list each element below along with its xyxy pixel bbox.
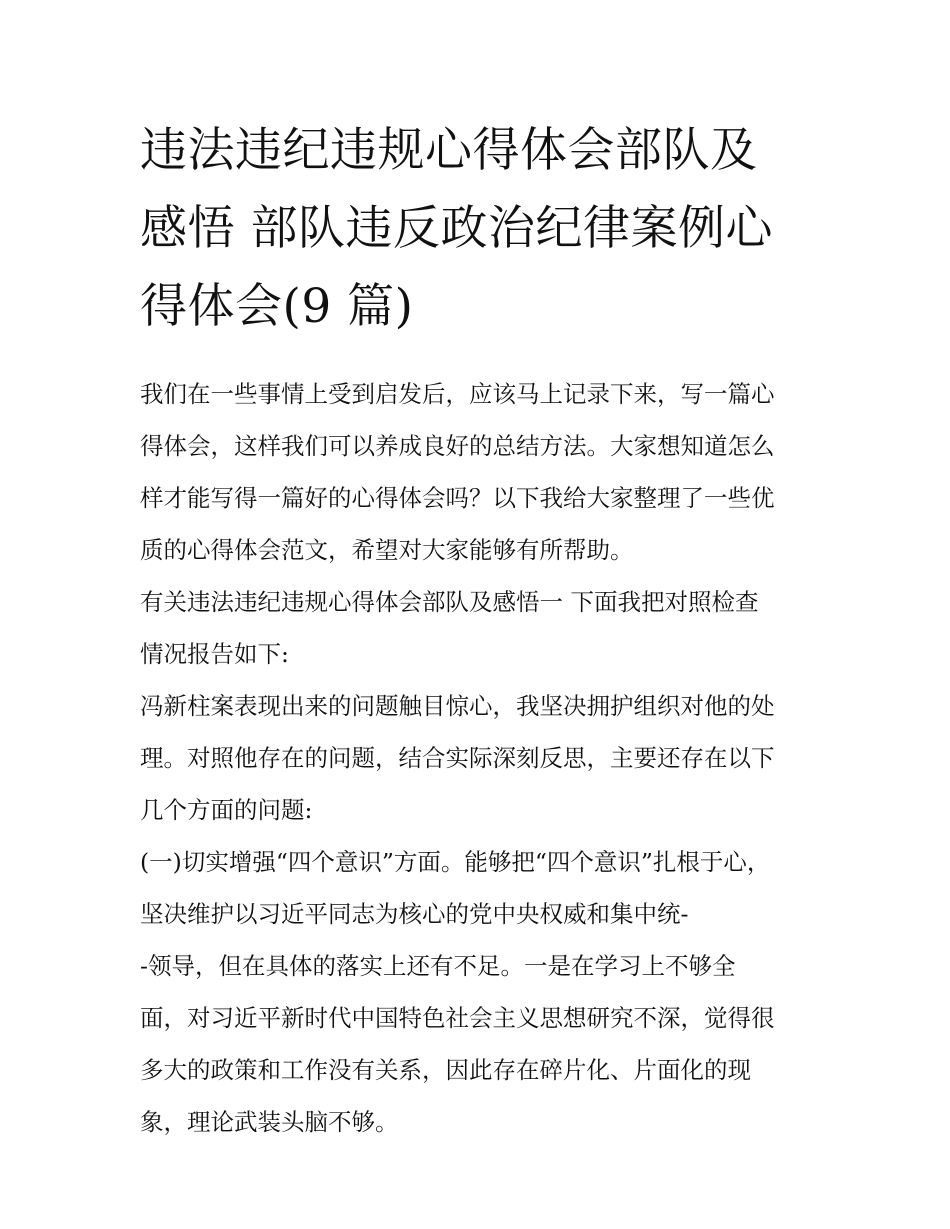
- body-line: 多大的政策和工作没有关系，因此存在碎片化、片面化的现: [140, 1056, 751, 1084]
- body-line: 得体会，这样我们可以养成良好的总结方法。大家想知道怎么: [140, 432, 775, 460]
- body-line: 象，理论武装头脑不够。: [140, 1108, 399, 1136]
- body-line: 理。对照他存在的问题，结合实际深刻反思，主要还存在以下: [140, 744, 775, 772]
- body-line: 有关违法违纪违规心得体会部队及感悟一 下面我把对照检查: [140, 588, 759, 616]
- body-line: (一)切实增强“四个意识”方面。能够把“四个意识”扎根于心，: [140, 848, 771, 876]
- document-page: [140, 112, 820, 1148]
- body-line: 几个方面的问题:: [140, 796, 313, 824]
- document-title: [140, 112, 820, 346]
- body-line: 面，对习近平新时代中国特色社会主义思想研究不深，觉得很: [140, 1004, 775, 1032]
- body-line: 坚决维护以习近平同志为核心的党中央权威和集中统-: [140, 900, 689, 928]
- title-line: 感悟 部队违反政治纪律案例心: [140, 201, 773, 256]
- body-line: 冯新柱案表现出来的问题触目惊心，我坚决拥护组织对他的处: [140, 692, 775, 720]
- body-line: 我们在一些事情上受到启发后，应该马上记录下来，写一篇心: [140, 380, 775, 408]
- title-line: 违法违纪违规心得体会部队及: [140, 123, 758, 178]
- title-line: 得体会(9 篇): [140, 279, 414, 334]
- body-line: 样才能写得一篇好的心得体会吗？以下我给大家整理了一些优: [140, 484, 775, 512]
- body-line: -领导，但在具体的落实上还有不足。一是在学习上不够全: [140, 952, 736, 980]
- body-line: 情况报告如下:: [140, 640, 289, 668]
- document-body: [140, 368, 820, 1148]
- body-line: 质的心得体会范文，希望对大家能够有所帮助。: [140, 536, 634, 564]
